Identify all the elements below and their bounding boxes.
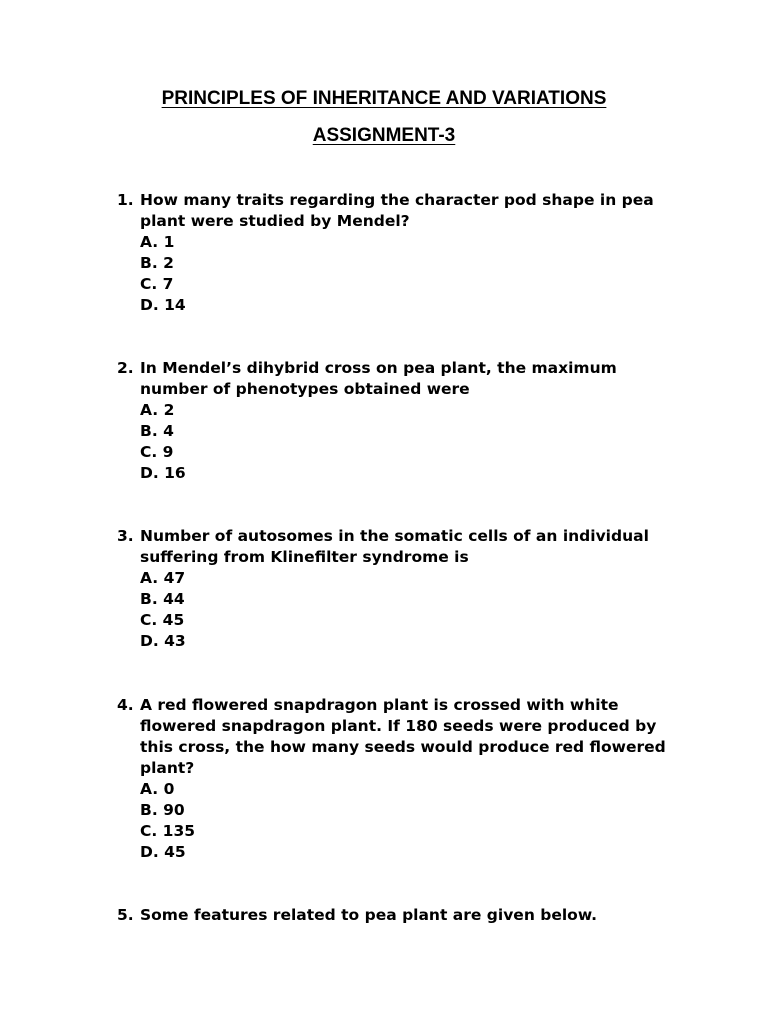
option-d: D. 16 (140, 464, 186, 482)
question-text: Some features related to pea plant are given below. (140, 906, 598, 924)
question-text: A red flowered snapdragon plant is crossed with white flowered snapdragon plant. If 180 seeds were produced by this cross, the how many seeds would produce red flowered plant? (140, 696, 666, 777)
question-number: 3. (117, 527, 134, 545)
question-number: 4. (117, 696, 134, 714)
question-number: 1. (117, 191, 134, 209)
option-a: A. 2 (140, 401, 175, 419)
option-c: C. 9 (140, 443, 174, 461)
option-b: B. 90 (140, 801, 185, 819)
question-text: How many traits regarding the character pod shape in pea plant were studied by Mendel? (140, 191, 654, 230)
question-text: Number of autosomes in the somatic cells of an individual suffering from Klinefilter syndrome is (140, 527, 649, 566)
question-2 (117, 358, 677, 484)
option-d: D. 45 (140, 843, 186, 861)
question-number: 5. (117, 906, 134, 924)
page-title: PRINCIPLES OF INHERITANCE AND VARIATIONS (161, 88, 607, 109)
option-a: A. 47 (140, 569, 186, 587)
option-c: C. 45 (140, 611, 185, 629)
question-4 (117, 695, 677, 863)
option-c: C. 7 (140, 275, 174, 293)
option-list (140, 400, 677, 484)
option-b: B. 44 (140, 590, 185, 608)
option-c: C. 135 (140, 822, 196, 840)
question-1 (117, 190, 677, 316)
option-list (140, 232, 677, 316)
question-text: In Mendel’s dihybrid cross on pea plant, the maximum number of phenotypes obtained were (140, 359, 617, 398)
page-subtitle: ASSIGNMENT-3 (312, 125, 456, 146)
question-5 (117, 905, 677, 926)
option-list (140, 568, 677, 652)
question-3 (117, 526, 677, 652)
option-a: A. 1 (140, 233, 175, 251)
option-d: D. 43 (140, 632, 186, 650)
option-list (140, 779, 677, 863)
option-b: B. 2 (140, 254, 174, 272)
option-b: B. 4 (140, 422, 174, 440)
option-a: A. 0 (140, 780, 175, 798)
option-d: D. 14 (140, 296, 186, 314)
question-number: 2. (117, 359, 134, 377)
